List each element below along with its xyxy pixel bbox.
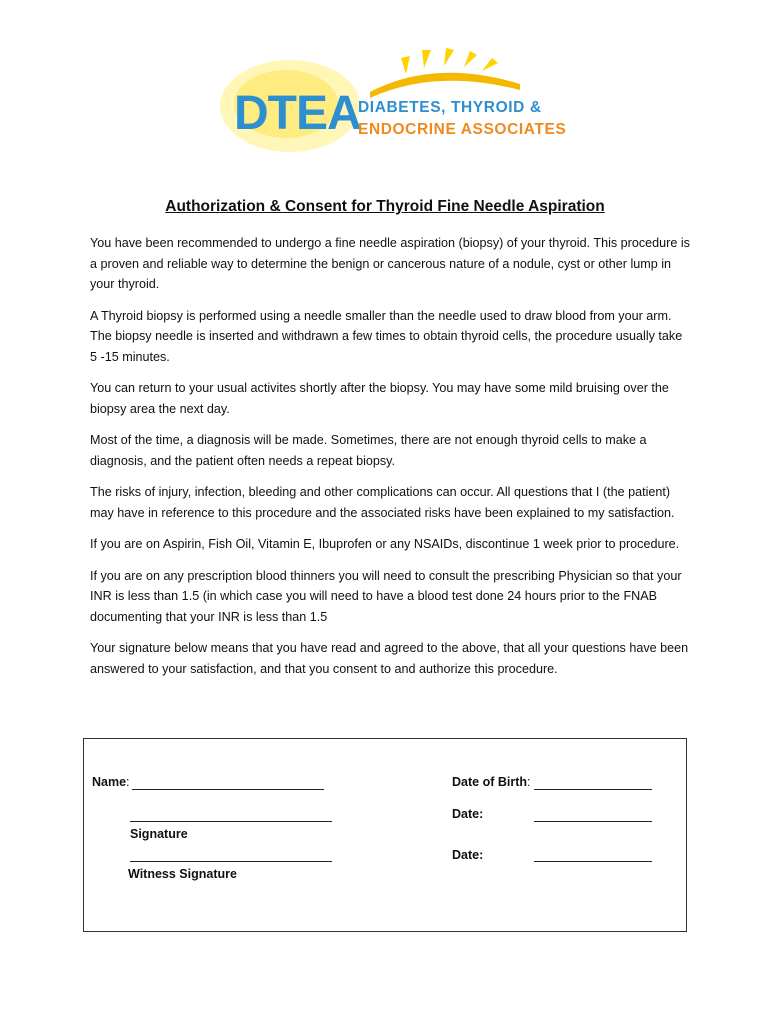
logo-name-line1: DIABETES, THYROID & — [358, 99, 542, 116]
dob-field[interactable] — [534, 789, 652, 790]
logo-sun-arc — [370, 73, 520, 98]
witness-date-label: Date: — [452, 848, 484, 862]
name-field[interactable] — [132, 789, 324, 790]
date-label: Date: — [452, 807, 484, 821]
witness-signature-label: Witness Signature — [128, 867, 237, 881]
dob-label-wrap — [452, 775, 530, 789]
paragraph-procedure: A Thyroid biopsy is performed using a needle smaller than the needle used to draw blood from your arm. The biopsy needle is inserted and withdrawn a few times to obtain thyroid cells, the procedure usually take 5 -15 minutes. — [90, 308, 683, 364]
dtea-logo — [220, 44, 567, 164]
signature-box — [83, 738, 687, 932]
logo-sun-rays — [401, 48, 498, 74]
logo-name-line2: ENDOCRINE ASSOCIATES — [358, 121, 567, 138]
name-label-wrap — [92, 775, 130, 789]
paragraph-diagnosis: Most of the time, a diagnosis will be made. Sometimes, there are not enough thyroid cells to make a diagnosis, and the patient often needs a repeat biopsy. — [90, 433, 647, 468]
document-title: Authorization & Consent for Thyroid Fine Needle Aspiration — [165, 198, 605, 215]
witness-signature-field[interactable] — [130, 861, 332, 862]
dob-colon: : — [527, 775, 531, 789]
name-colon: : — [126, 775, 130, 789]
signature-field[interactable] — [130, 821, 332, 822]
paragraph-medications: If you are on Aspirin, Fish Oil, Vitamin E, Ibuprofen or any NSAIDs, discontinue 1 week prior to procedure. — [90, 537, 680, 551]
paragraph-blood-thinners: If you are on any prescription blood thinners you will need to consult the prescribing Physician so that your INR is less than 1.5 (in which case you will need to have a blood test done 24 hours prior to the FNAB documenting that your INR is less than 1.5 — [90, 568, 682, 624]
paragraph-risks: The risks of injury, infection, bleeding and other complications can occur. All questions that I (the patient) may have in reference to this procedure and the associated risks have been explained to my satisfaction. — [90, 485, 675, 520]
name-label: Name — [92, 775, 127, 789]
date-field[interactable] — [534, 821, 652, 822]
signature-label: Signature — [130, 827, 188, 841]
witness-date-field[interactable] — [534, 861, 652, 862]
dob-label: Date of Birth — [452, 775, 527, 789]
paragraph-consent: Your signature below means that you have read and agreed to the above, that all your questions have been answered to your satisfaction, and that you consent to and authorize this procedure. — [90, 641, 689, 676]
logo-abbr: DTEA — [234, 87, 361, 140]
document-body — [90, 233, 690, 690]
paragraph-intro: You have been recommended to undergo a fine needle aspiration (biopsy) of your thyroid. This procedure is a proven and reliable way to determine the benign or cancerous nature of a nodule, cyst or other lump in your thyroid. — [90, 236, 690, 291]
paragraph-recovery: You can return to your usual activites shortly after the biopsy. You may have some mild bruising over the biopsy area the next day. — [90, 381, 669, 416]
